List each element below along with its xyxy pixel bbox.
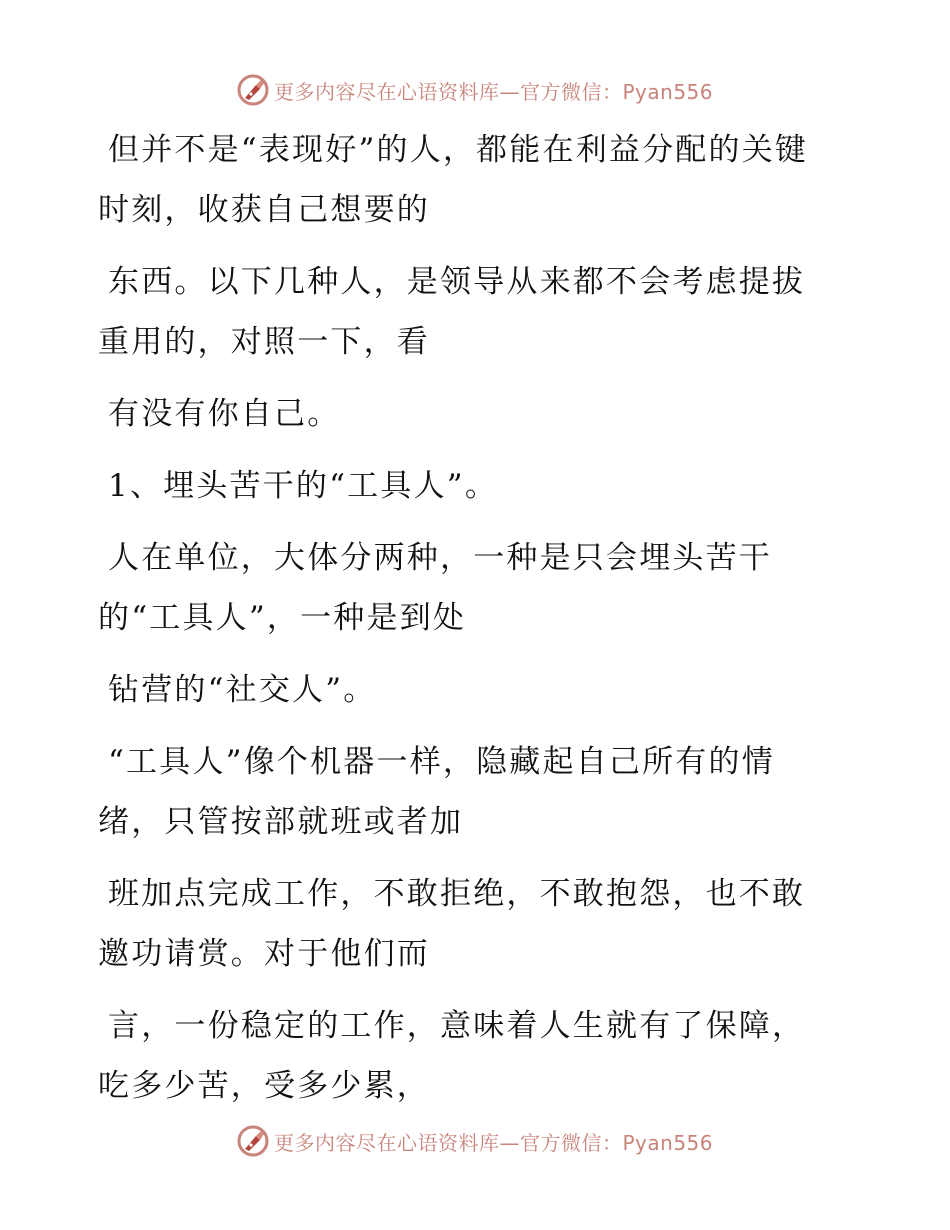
paragraph [98,252,838,372]
paragraph-text: 但并不是“表现好”的人，都能在利益分配的关键时刻，收获自己想要的 [98,132,809,228]
pen-nib-logo-icon [236,73,270,107]
paragraph [98,384,838,444]
paragraph [98,864,838,984]
paragraph [98,120,838,240]
paragraph [98,660,838,720]
paragraph-text: 东西。以下几种人，是领导从来都不会考虑提拔重用的，对照一下，看 [98,264,806,360]
paragraph [98,456,838,516]
paragraph-text: 有没有你自己。 [108,396,341,432]
header-watermark [236,70,713,110]
watermark-text: 更多内容尽在心语资料库—官方微信：Pyan556 [274,79,714,104]
footer-watermark [236,1121,713,1161]
paragraph-text: 1、埋头苦干的“工具人”。 [108,468,499,504]
watermark-text: 更多内容尽在心语资料库—官方微信：Pyan556 [274,1130,714,1155]
paragraph [98,528,838,648]
paragraph-text: 言，一份稳定的工作，意味着人生就有了保障，吃多少苦，受多少累， [98,1008,806,1104]
paragraph-text: 钻营的“社交人”。 [108,672,377,708]
paragraph [98,732,838,852]
paragraph-text: 班加点完成工作，不敢拒绝，不敢抱怨，也不敢邀功请赏。对于他们而 [98,876,806,972]
paragraph [98,996,838,1116]
paragraph-text: “工具人”像个机器一样，隐藏起自己所有的情绪，只管按部就班或者加 [98,744,775,840]
pen-nib-logo-icon [236,1124,270,1158]
document-body [98,120,838,1128]
paragraph-text: 人在单位，大体分两种，一种是只会埋头苦干的“工具人”，一种是到处 [98,540,772,636]
